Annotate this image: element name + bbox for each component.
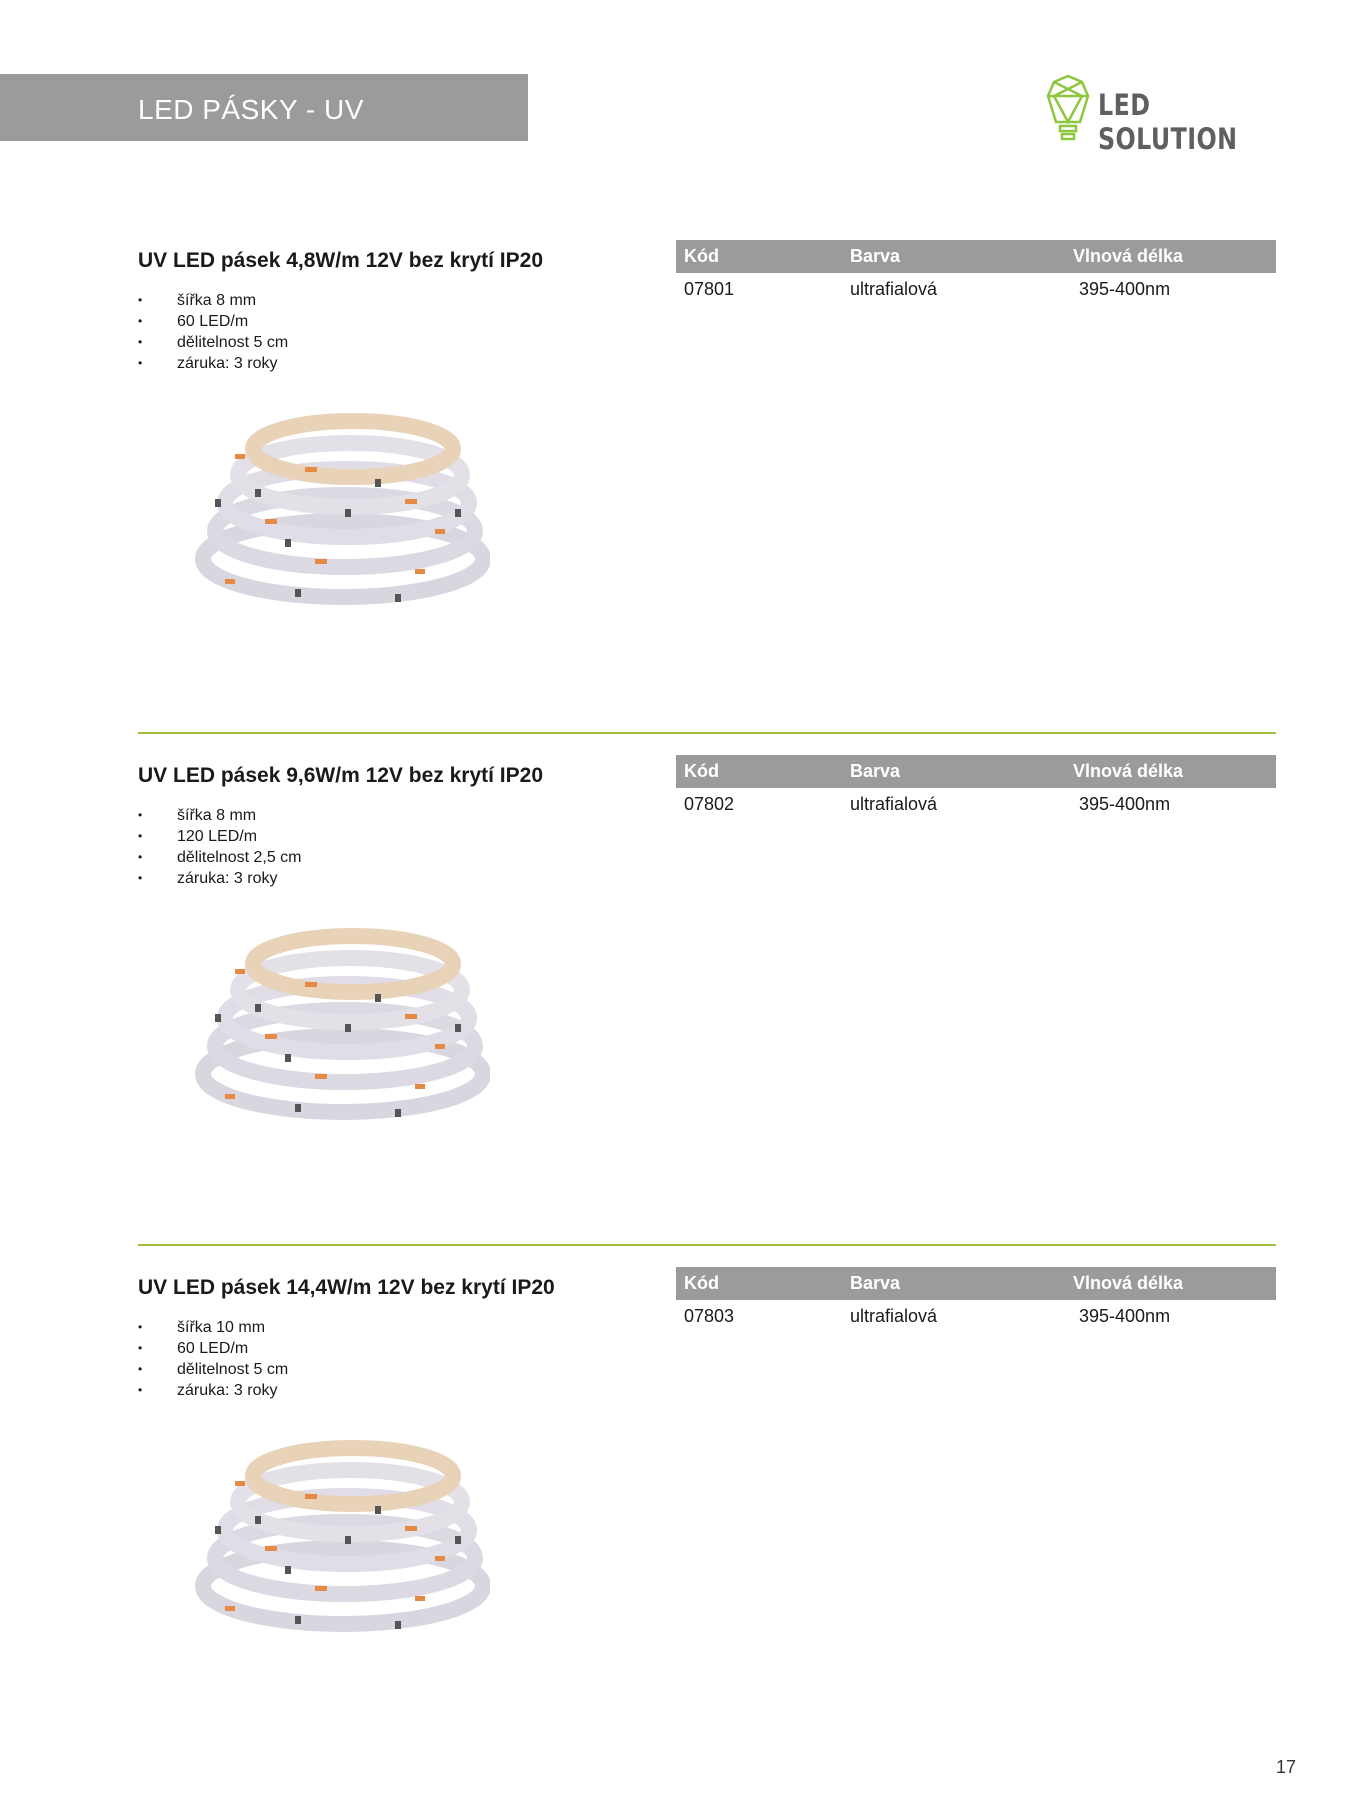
led-strip-image xyxy=(195,1436,490,1646)
led-solution-logo xyxy=(1042,74,1282,156)
section-header-bar xyxy=(0,74,528,141)
spec-text: dělitelnost 5 cm xyxy=(177,1361,289,1378)
spec-text: záruka: 3 roky xyxy=(177,870,278,887)
product-table xyxy=(676,1267,1276,1333)
cell-wavelength: 395-400nm xyxy=(1079,279,1171,299)
cell-color: ultrafialová xyxy=(850,794,938,814)
bullet: • xyxy=(138,314,143,328)
table-row xyxy=(676,788,1276,821)
spec-text: dělitelnost 5 cm xyxy=(177,334,289,351)
bullet: • xyxy=(138,871,143,885)
cell-color: ultrafialová xyxy=(850,1306,938,1326)
spec-item xyxy=(138,1359,288,1380)
spec-text: 120 LED/m xyxy=(177,828,258,845)
spec-item xyxy=(138,353,288,374)
cell-code: 07802 xyxy=(684,794,735,814)
table-header xyxy=(676,240,1276,273)
bullet: • xyxy=(138,1320,143,1334)
logo-text: LED SOLUTION xyxy=(1098,88,1238,156)
page-number: 17 xyxy=(1276,1757,1297,1777)
led-strip-image xyxy=(195,409,490,619)
table-row xyxy=(676,273,1276,306)
bullet: • xyxy=(138,808,143,822)
cell-code: 07801 xyxy=(684,279,735,299)
table-row xyxy=(676,1300,1276,1333)
spec-list xyxy=(138,805,302,889)
col-wavelength: Vlnová délka xyxy=(1073,1273,1184,1293)
product-title: UV LED pásek 14,4W/m 12V bez krytí IP20 xyxy=(138,1276,555,1299)
col-code: Kód xyxy=(684,246,719,266)
table-header xyxy=(676,1267,1276,1300)
spec-text: záruka: 3 roky xyxy=(177,1382,278,1399)
spec-item xyxy=(138,805,302,826)
spec-text: záruka: 3 roky xyxy=(177,355,278,372)
section-divider xyxy=(138,732,1276,734)
spec-list xyxy=(138,290,288,374)
product-section xyxy=(0,1273,1350,1756)
bullet: • xyxy=(138,829,143,843)
col-color: Barva xyxy=(850,1273,901,1293)
spec-text: šířka 8 mm xyxy=(177,807,257,824)
product-table xyxy=(676,755,1276,821)
bullet: • xyxy=(138,850,143,864)
spec-text: dělitelnost 2,5 cm xyxy=(177,849,302,866)
section-title: LED PÁSKY - UV xyxy=(138,94,364,125)
spec-text: 60 LED/m xyxy=(177,1340,249,1357)
spec-list xyxy=(138,1317,288,1401)
col-color: Barva xyxy=(850,246,901,266)
cell-wavelength: 395-400nm xyxy=(1079,1306,1171,1326)
product-section xyxy=(0,246,1350,729)
bullet: • xyxy=(138,1362,143,1376)
cell-color: ultrafialová xyxy=(850,279,938,299)
spec-text: šířka 8 mm xyxy=(177,292,257,309)
col-code: Kód xyxy=(684,761,719,781)
product-title: UV LED pásek 4,8W/m 12V bez krytí IP20 xyxy=(138,249,544,272)
spec-item xyxy=(138,290,288,311)
product-section xyxy=(0,761,1350,1244)
product-title: UV LED pásek 9,6W/m 12V bez krytí IP20 xyxy=(138,764,544,787)
product-table xyxy=(676,240,1276,306)
col-color: Barva xyxy=(850,761,901,781)
spec-item xyxy=(138,1338,288,1359)
spec-item xyxy=(138,332,288,353)
section-divider xyxy=(138,1244,1276,1246)
col-wavelength: Vlnová délka xyxy=(1073,761,1184,781)
spec-item xyxy=(138,1380,288,1401)
spec-text: 60 LED/m xyxy=(177,313,249,330)
spec-item xyxy=(138,311,288,332)
led-strip-image xyxy=(195,924,490,1134)
spec-text: šířka 10 mm xyxy=(177,1319,266,1336)
cell-code: 07803 xyxy=(684,1306,735,1326)
table-header xyxy=(676,755,1276,788)
lightbulb-icon xyxy=(1042,74,1094,142)
bullet: • xyxy=(138,1341,143,1355)
bullet: • xyxy=(138,293,143,307)
col-code: Kód xyxy=(684,1273,719,1293)
bullet: • xyxy=(138,335,143,349)
spec-item xyxy=(138,1317,288,1338)
cell-wavelength: 395-400nm xyxy=(1079,794,1171,814)
spec-item xyxy=(138,826,302,847)
bullet: • xyxy=(138,356,143,370)
col-wavelength: Vlnová délka xyxy=(1073,246,1184,266)
bullet: • xyxy=(138,1383,143,1397)
spec-item xyxy=(138,847,302,868)
spec-item xyxy=(138,868,302,889)
